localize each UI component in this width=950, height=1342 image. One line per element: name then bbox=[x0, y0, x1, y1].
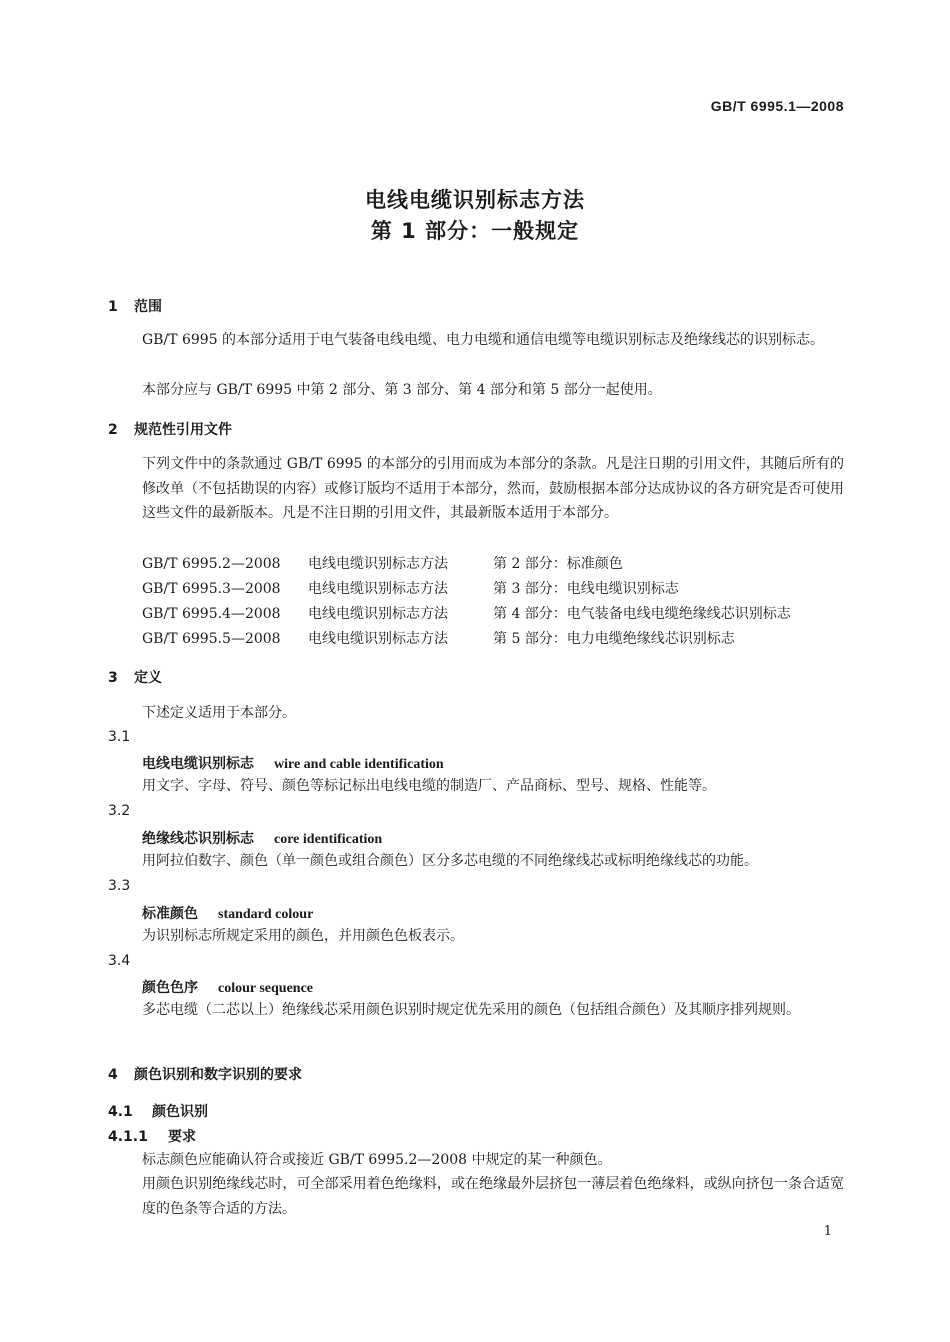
definition-number: 3.4 bbox=[108, 953, 131, 969]
reference-code: GB/T 6995.2—2008 bbox=[142, 556, 281, 572]
term-english: core identification bbox=[274, 832, 383, 847]
term-chinese: 标准颜色 bbox=[142, 906, 198, 922]
section-title: 规范性引用文件 bbox=[134, 422, 232, 438]
reference-item bbox=[142, 577, 679, 602]
definition-number: 3.3 bbox=[108, 878, 131, 894]
reference-code: GB/T 6995.4—2008 bbox=[142, 606, 281, 622]
section-number: 1 bbox=[108, 299, 118, 315]
term-english: colour sequence bbox=[218, 981, 314, 996]
definition-text bbox=[108, 998, 844, 1023]
reference-part: 第 3 部分：电线电缆识别标志 bbox=[493, 581, 679, 597]
paragraph: 标志颜色应能确认符合或接近 GB/T 6995.2—2008 中规定的某一种颜色。 bbox=[142, 1152, 612, 1168]
subsection-number: 4.1 bbox=[108, 1104, 133, 1120]
section-3-heading bbox=[108, 667, 162, 687]
subsection-title: 要求 bbox=[168, 1129, 196, 1145]
reference-part: 第 5 部分：电力电缆绝缘线芯识别标志 bbox=[493, 631, 735, 647]
definition-text: 用阿拉伯数字、颜色（单一颜色或组合颜色）区分多芯电缆的不同绝缘线芯或标明绝缘线芯的功能。 bbox=[142, 853, 758, 869]
term-chinese: 电线电缆识别标志 bbox=[142, 756, 254, 772]
section-number: 3 bbox=[108, 670, 118, 686]
reference-item bbox=[142, 602, 791, 627]
definition-term bbox=[142, 828, 382, 848]
reference-title: 电线电缆识别标志方法 bbox=[308, 581, 448, 597]
reference-code: GB/T 6995.5—2008 bbox=[142, 631, 281, 647]
definition-term bbox=[142, 753, 444, 773]
reference-title: 电线电缆识别标志方法 bbox=[308, 606, 448, 622]
reference-title: 电线电缆识别标志方法 bbox=[308, 556, 448, 572]
subsection-4-1-1-heading bbox=[108, 1126, 196, 1146]
paragraph-text: 用颜色识别绝缘线芯时，可全部采用着色绝缘料，或在绝缘最外层挤包一薄层着色绝缘料，或纵向挤包一条合适宽度的色条等合适的方法。 bbox=[142, 1176, 844, 1217]
section-title: 定义 bbox=[134, 670, 162, 686]
definition-term bbox=[142, 977, 313, 997]
section-title: 范围 bbox=[134, 299, 162, 315]
definition-text: 为识别标志所规定采用的颜色，并用颜色色板表示。 bbox=[142, 928, 464, 944]
standard-code: GB/T 6995.1—2008 bbox=[710, 98, 844, 114]
paragraph-text: 多芯电缆（二芯以上）绝缘线芯采用颜色识别时规定优先采用的颜色（包括组合颜色）及其顺序排列规则。 bbox=[142, 1002, 800, 1018]
reference-code: GB/T 6995.3—2008 bbox=[142, 581, 281, 597]
section-number: 4 bbox=[108, 1067, 118, 1083]
paragraph bbox=[108, 328, 844, 353]
paragraph bbox=[108, 452, 844, 526]
paragraph-text: 下列文件中的条款通过 GB/T 6995 的本部分的引用而成为本部分的条款。凡是注日期的引用文件，其随后所有的修改单（不包括勘误的内容）或修订版均不适用于本部分，然而，鼓励根据本部分达成协议的各方研究是否可使用这些文件的最新版本。凡是不注日期的引用文件，其最新版本适用于本部分。 bbox=[142, 456, 844, 521]
section-2-heading bbox=[108, 419, 232, 439]
term-english: wire and cable identification bbox=[274, 757, 444, 772]
subsection-title: 颜色识别 bbox=[152, 1104, 208, 1120]
paragraph: 本部分应与 GB/T 6995 中第 2 部分、第 3 部分、第 4 部分和第 5 部分一起使用。 bbox=[142, 382, 662, 398]
reference-item bbox=[142, 552, 623, 577]
subsection-number: 4.1.1 bbox=[108, 1129, 148, 1145]
term-chinese: 绝缘线芯识别标志 bbox=[142, 831, 254, 847]
paragraph bbox=[108, 1172, 844, 1221]
definition-number: 3.2 bbox=[108, 803, 131, 819]
section-number: 2 bbox=[108, 422, 118, 438]
term-chinese: 颜色色序 bbox=[142, 980, 198, 996]
reference-item bbox=[142, 627, 735, 652]
page-number: 1 bbox=[823, 1224, 832, 1239]
reference-title: 电线电缆识别标志方法 bbox=[308, 631, 448, 647]
definition-number: 3.1 bbox=[108, 729, 131, 745]
reference-part: 第 4 部分：电气装备电线电缆绝缘线芯识别标志 bbox=[493, 606, 791, 622]
document-subtitle: 第 1 部分：一般规定 bbox=[370, 219, 580, 243]
definition-term bbox=[142, 903, 313, 923]
reference-part: 第 2 部分：标准颜色 bbox=[493, 556, 623, 572]
definition-text: 用文字、字母、符号、颜色等标记标出电线电缆的制造厂、产品商标、型号、规格、性能等。 bbox=[142, 778, 716, 794]
section-1-heading bbox=[108, 296, 162, 316]
section-4-heading bbox=[108, 1064, 302, 1084]
document-title: 电线电缆识别标志方法 bbox=[365, 188, 585, 212]
term-english: standard colour bbox=[218, 907, 314, 922]
paragraph-text: GB/T 6995 的本部分适用于电气装备电线电缆、电力电缆和通信电缆等电缆识别标志及绝缘线芯的识别标志。 bbox=[142, 332, 825, 348]
section-title: 颜色识别和数字识别的要求 bbox=[134, 1067, 302, 1083]
paragraph: 下述定义适用于本部分。 bbox=[142, 705, 296, 721]
subsection-4-1-heading bbox=[108, 1101, 208, 1121]
